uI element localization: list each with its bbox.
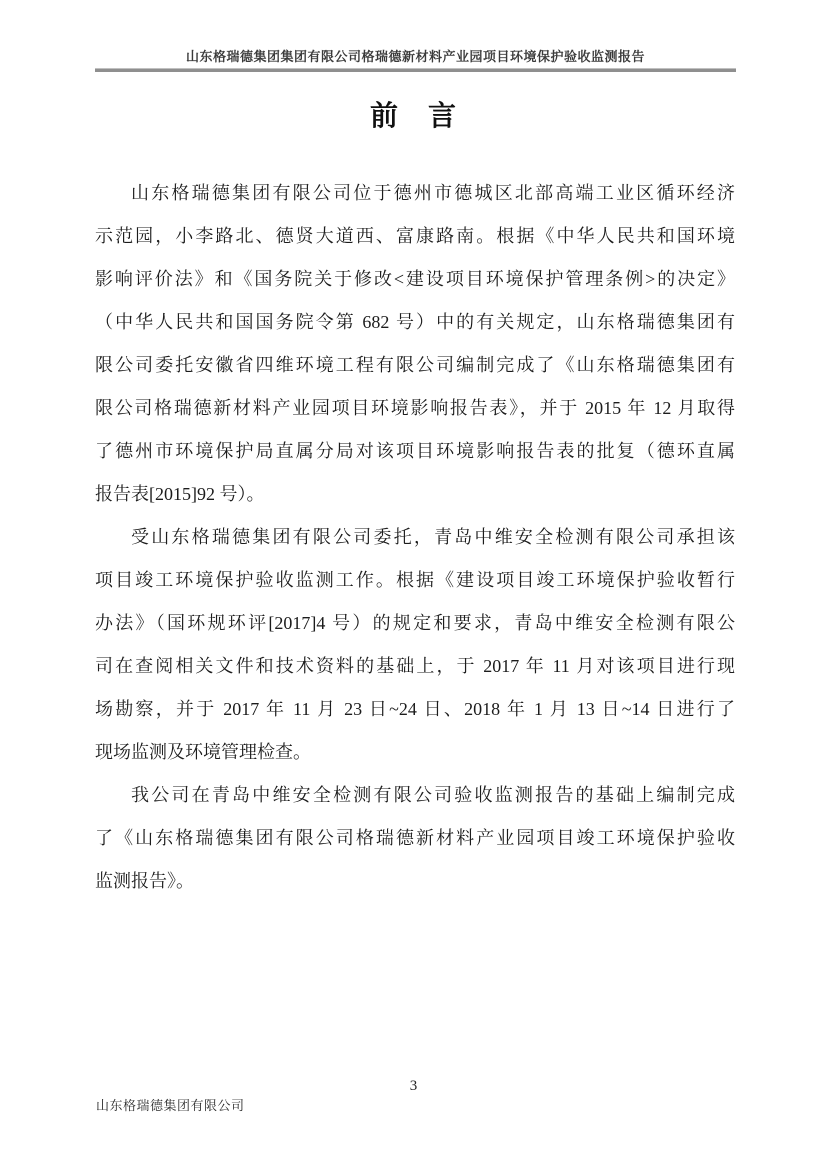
body-paragraph (95, 516, 735, 774)
paragraph-line: 限公司委托安徽省四维环境工程有限公司编制完成了《山东格瑞德集团有 (95, 355, 735, 375)
header-running-title: 山东格瑞德集团集团有限公司格瑞德新材料产业园项目环境保护验收监测报告 (185, 49, 645, 64)
document-body (95, 172, 735, 903)
paragraph-line: 示范园，小李路北、德贤大道西、富康路南。根据《中华人民共和国环境 (95, 226, 735, 246)
page-number: 3 (409, 1078, 418, 1094)
paragraph-line: 司在查阅相关文件和技术资料的基础上，于 2017 年 11 月对该项目进行现 (95, 656, 735, 676)
paragraph-line: 了《山东格瑞德集团有限公司格瑞德新材料产业园项目竣工环境保护验收 (95, 828, 735, 848)
footer-company-name: 山东格瑞德集团有限公司 (96, 1098, 245, 1113)
paragraph-line: 办法》（国环规环评[2017]4 号）的规定和要求，青岛中维安全检测有限公 (95, 613, 735, 633)
paragraph-line: 受山东格瑞德集团有限公司委托，青岛中维安全检测有限公司承担该 (131, 527, 735, 547)
paragraph-line: 项目竣工环境保护验收监测工作。根据《建设项目竣工环境保护验收暂行 (95, 570, 735, 590)
body-paragraph (95, 774, 735, 903)
header-divider (95, 68, 736, 72)
page-title: 前 言 (369, 101, 457, 132)
paragraph-line: 了德州市环境保护局直属分局对该项目环境影响报告表的批复（德环直属 (95, 441, 735, 461)
paragraph-line: 监测报告》。 (95, 871, 194, 891)
paragraph-line: 现场监测及环境管理检查。 (95, 742, 311, 762)
paragraph-line: （中华人民共和国国务院令第 682 号）中的有关规定，山东格瑞德集团有 (95, 312, 735, 332)
paragraph-line: 我公司在青岛中维安全检测有限公司验收监测报告的基础上编制完成 (131, 785, 735, 805)
paragraph-line: 报告表[2015]92 号）。 (95, 484, 265, 504)
paragraph-line: 山东格瑞德集团有限公司位于德州市德城区北部高端工业区循环经济 (131, 183, 735, 203)
paragraph-line: 影响评价法》和《国务院关于修改<建设项目环境保护管理条例>的决定》 (95, 269, 735, 289)
paragraph-line: 限公司格瑞德新材料产业园项目环境影响报告表》，并于 2015 年 12 月取得 (95, 398, 735, 418)
body-paragraph (95, 172, 735, 516)
paragraph-line: 场勘察，并于 2017 年 11 月 23 日~24 日、2018 年 1 月 13 日~14 日进行了 (95, 699, 735, 719)
